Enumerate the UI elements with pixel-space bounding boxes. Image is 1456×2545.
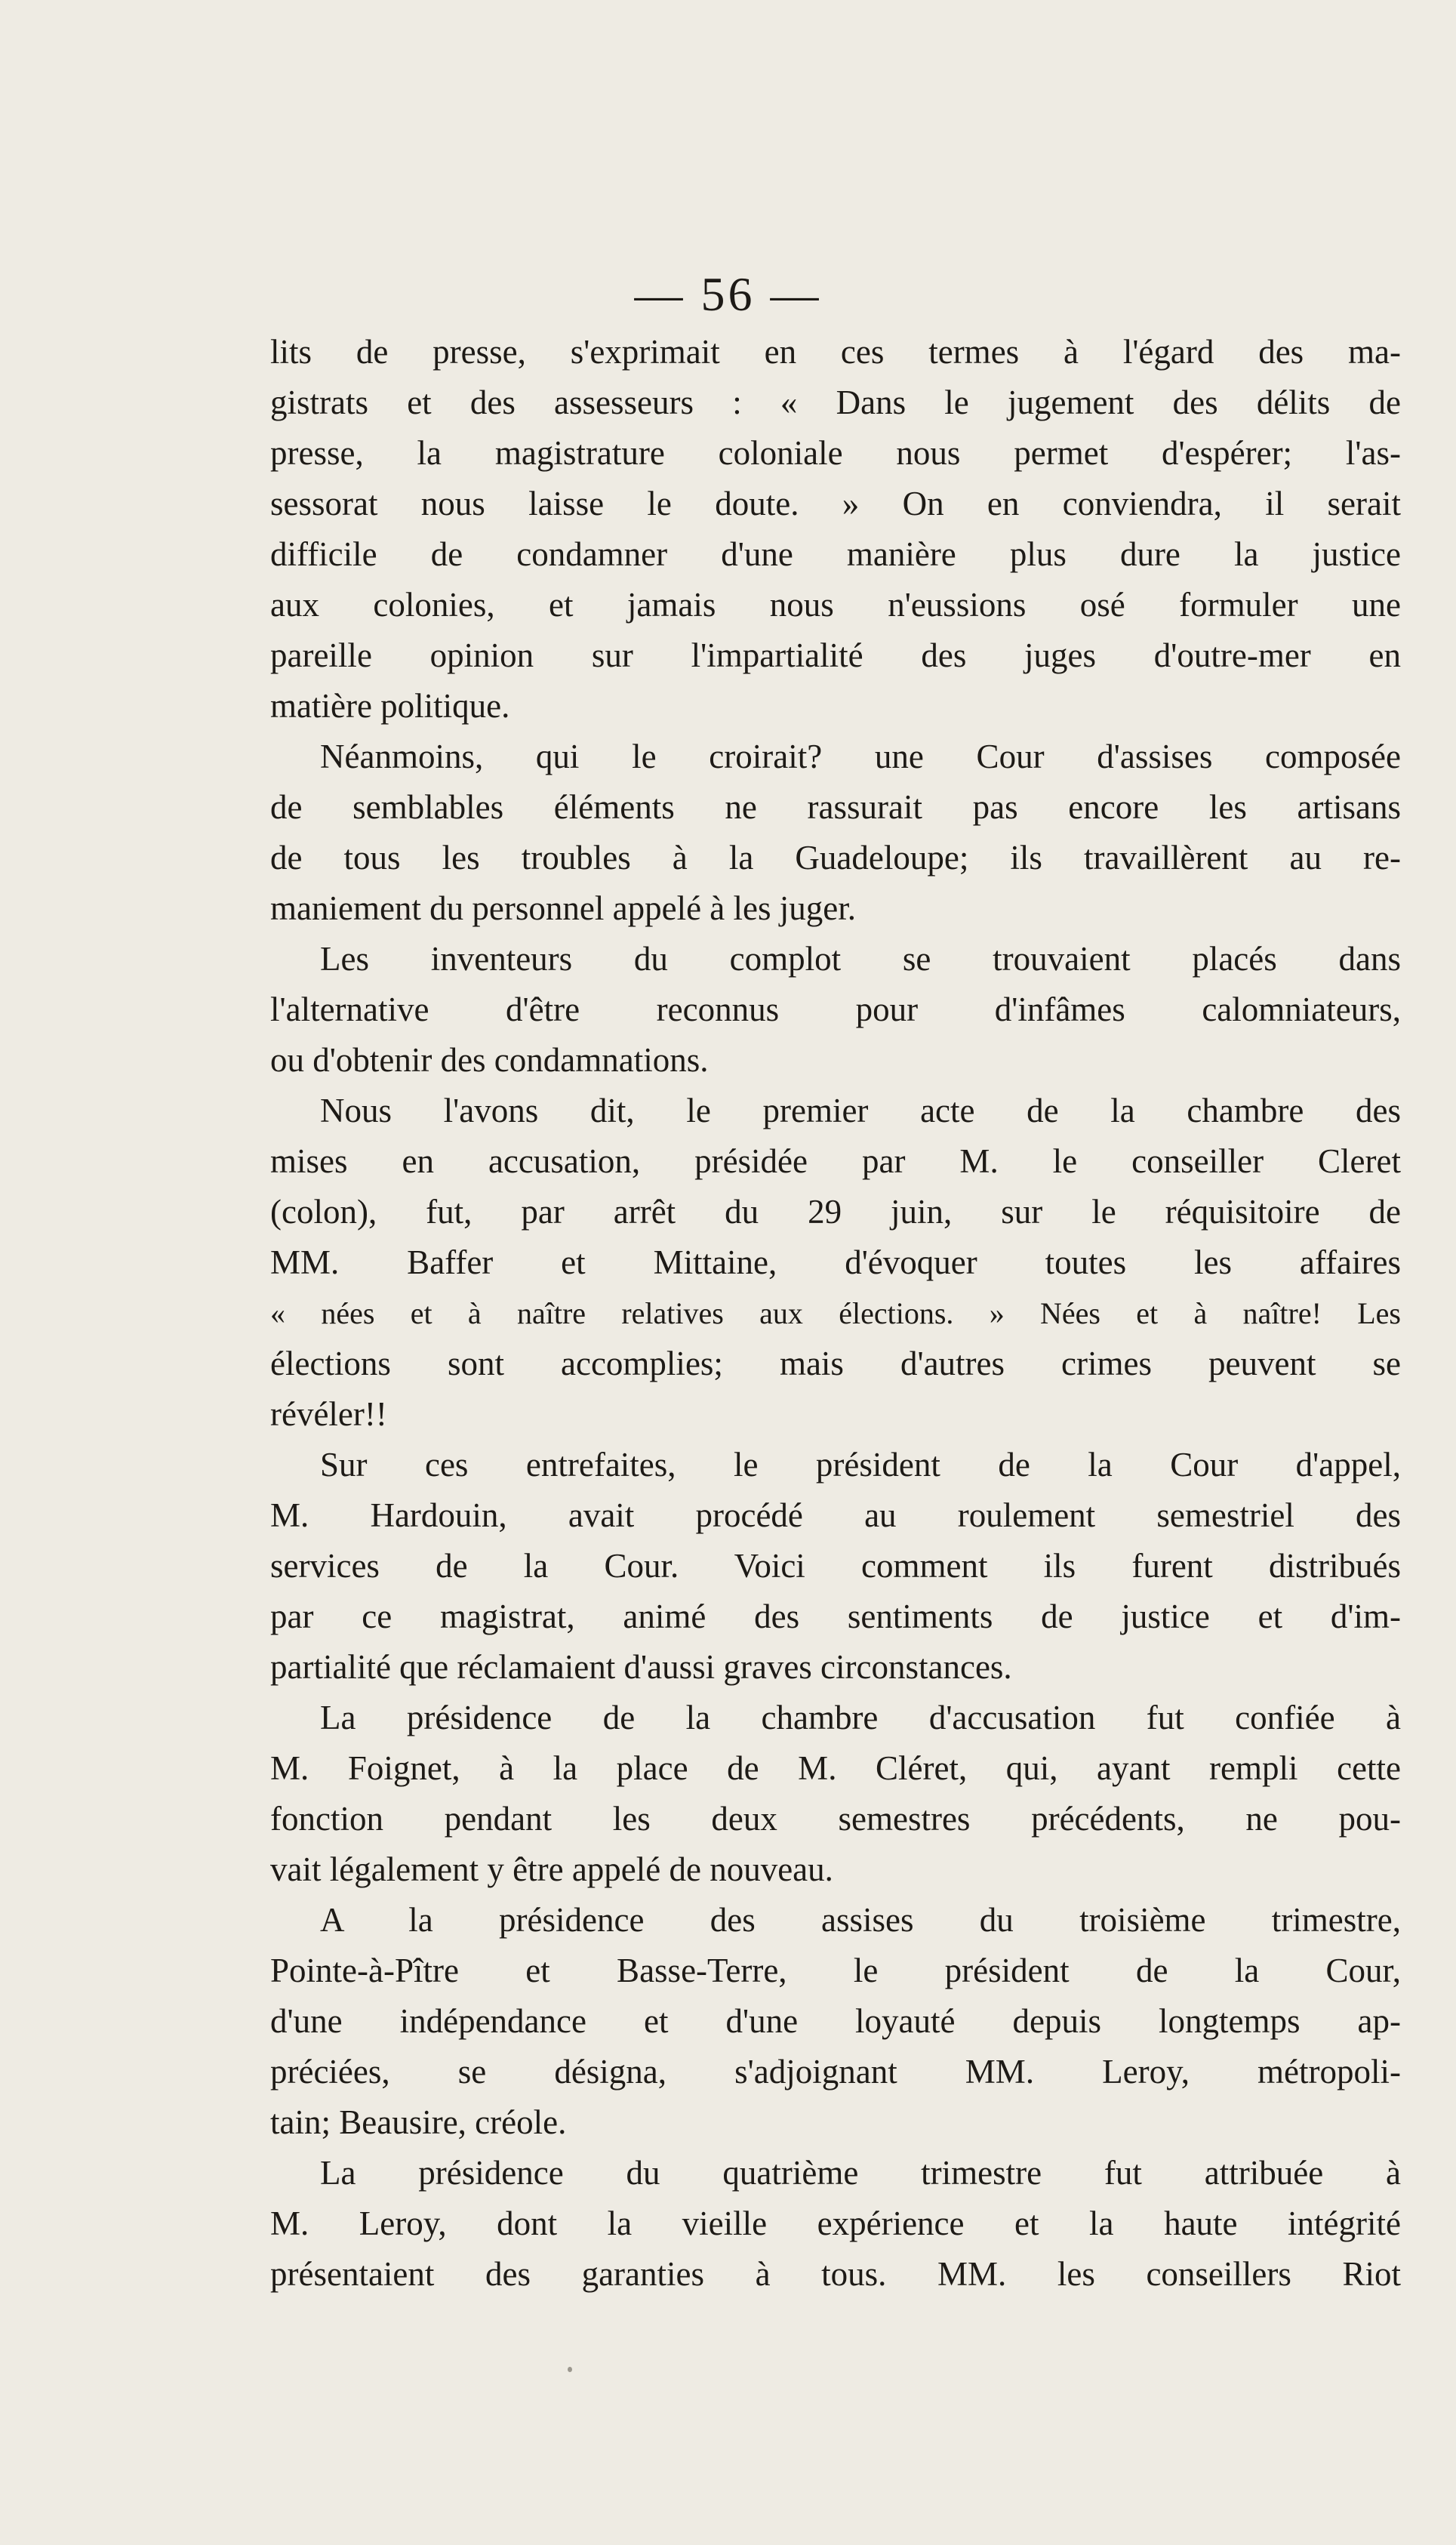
text-line: Les inventeurs du complot se trouvaient placés dans — [320, 940, 1401, 978]
text-line: La présidence de la chambre d'accusation fut confiée à — [320, 1699, 1401, 1736]
text-line: MM. Baffer et Mittaine, d'évoquer toutes les affaires — [270, 1243, 1401, 1281]
text-line: pareille opinion sur l'impartialité des juges d'outre-mer en — [270, 636, 1401, 674]
text-line: préciées, se désigna, s'adjoignant MM. Leroy, métropoli- — [270, 2053, 1401, 2091]
text-line: Néanmoins, qui le croirait? une Cour d'assises composée — [320, 738, 1401, 775]
paragraph — [270, 1693, 1401, 1895]
text-line: tain; Beausire, créole. — [270, 2103, 567, 2141]
text-line: Nous l'avons dit, le premier acte de la chambre des — [320, 1092, 1401, 1129]
text-line: vait légalement y être appelé de nouveau. — [270, 1850, 833, 1888]
text-line: presse, la magistrature coloniale nous permet d'espérer; l'as- — [270, 434, 1401, 472]
text-line: services de la Cour. Voici comment ils furent distribués — [270, 1547, 1401, 1585]
paragraph — [270, 1086, 1401, 1440]
text-line: M. Leroy, dont la vieille expérience et la haute intégrité — [270, 2205, 1401, 2242]
text-line: de semblables éléments ne rassurait pas encore les artisans — [270, 788, 1401, 826]
text-line: présentaient des garanties à tous. MM. les conseillers Riot — [270, 2255, 1401, 2293]
text-line: difficile de condamner d'une manière plus dure la justice — [270, 535, 1401, 573]
text-line: gistrats et des assesseurs : « Dans le jugement des délits de — [270, 384, 1401, 421]
text-line: Sur ces entrefaites, le président de la Cour d'appel, — [320, 1446, 1401, 1484]
page-number: — 56 — — [634, 267, 822, 321]
text-line: par ce magistrat, animé des sentiments de justice et d'im- — [270, 1598, 1401, 1635]
text-line: (colon), fut, par arrêt du 29 juin, sur le réquisitoire de — [270, 1193, 1401, 1231]
text-line: révéler!! — [270, 1395, 387, 1433]
text-line: sessorat nous laisse le doute. » On en conviendra, il serait — [270, 485, 1401, 522]
text-line: « nées et à naître relatives aux élections. » Nées et à naître! Les — [270, 1296, 1401, 1330]
text-line: fonction pendant les deux semestres précédents, ne pou- — [270, 1800, 1401, 1838]
text-line: l'alternative d'être reconnus pour d'infâmes calomniateurs, — [270, 991, 1401, 1028]
text-line: partialité que réclamaient d'aussi graves circonstances. — [270, 1648, 1012, 1686]
text-line: M. Hardouin, avait procédé au roulement semestriel des — [270, 1496, 1401, 1534]
paragraph — [270, 2148, 1401, 2300]
text-line: La présidence du quatrième trimestre fut attribuée à — [320, 2154, 1401, 2192]
text-line: matière politique. — [270, 687, 510, 725]
text-line: aux colonies, et jamais nous n'eussions osé formuler une — [270, 586, 1401, 624]
body-text — [270, 327, 1401, 2300]
text-line: maniement du personnel appelé à les juger. — [270, 889, 856, 927]
text-line: ou d'obtenir des condamnations. — [270, 1041, 709, 1079]
paragraph — [270, 732, 1401, 934]
text-line: élections sont accomplies; mais d'autres crimes peuvent se — [270, 1345, 1401, 1382]
text-line: d'une indépendance et d'une loyauté depuis longtemps ap- — [270, 2002, 1401, 2040]
text-line: M. Foignet, à la place de M. Cléret, qui, ayant rempli cette — [270, 1749, 1401, 1787]
text-line: de tous les troubles à la Guadeloupe; ils travaillèrent au re- — [270, 839, 1401, 877]
paragraph — [270, 1440, 1401, 1693]
text-line: A la présidence des assises du troisième trimestre, — [320, 1901, 1401, 1939]
text-line: lits de presse, s'exprimait en ces termes à l'égard des ma- — [270, 333, 1401, 371]
paragraph — [270, 1895, 1401, 2148]
paragraph — [270, 327, 1401, 732]
paragraph — [270, 934, 1401, 1086]
paper-mark — [568, 2367, 572, 2372]
text-line: mises en accusation, présidée par M. le conseiller Cleret — [270, 1142, 1401, 1180]
text-line: Pointe-à-Pître et Basse-Terre, le président de la Cour, — [270, 1952, 1401, 1989]
